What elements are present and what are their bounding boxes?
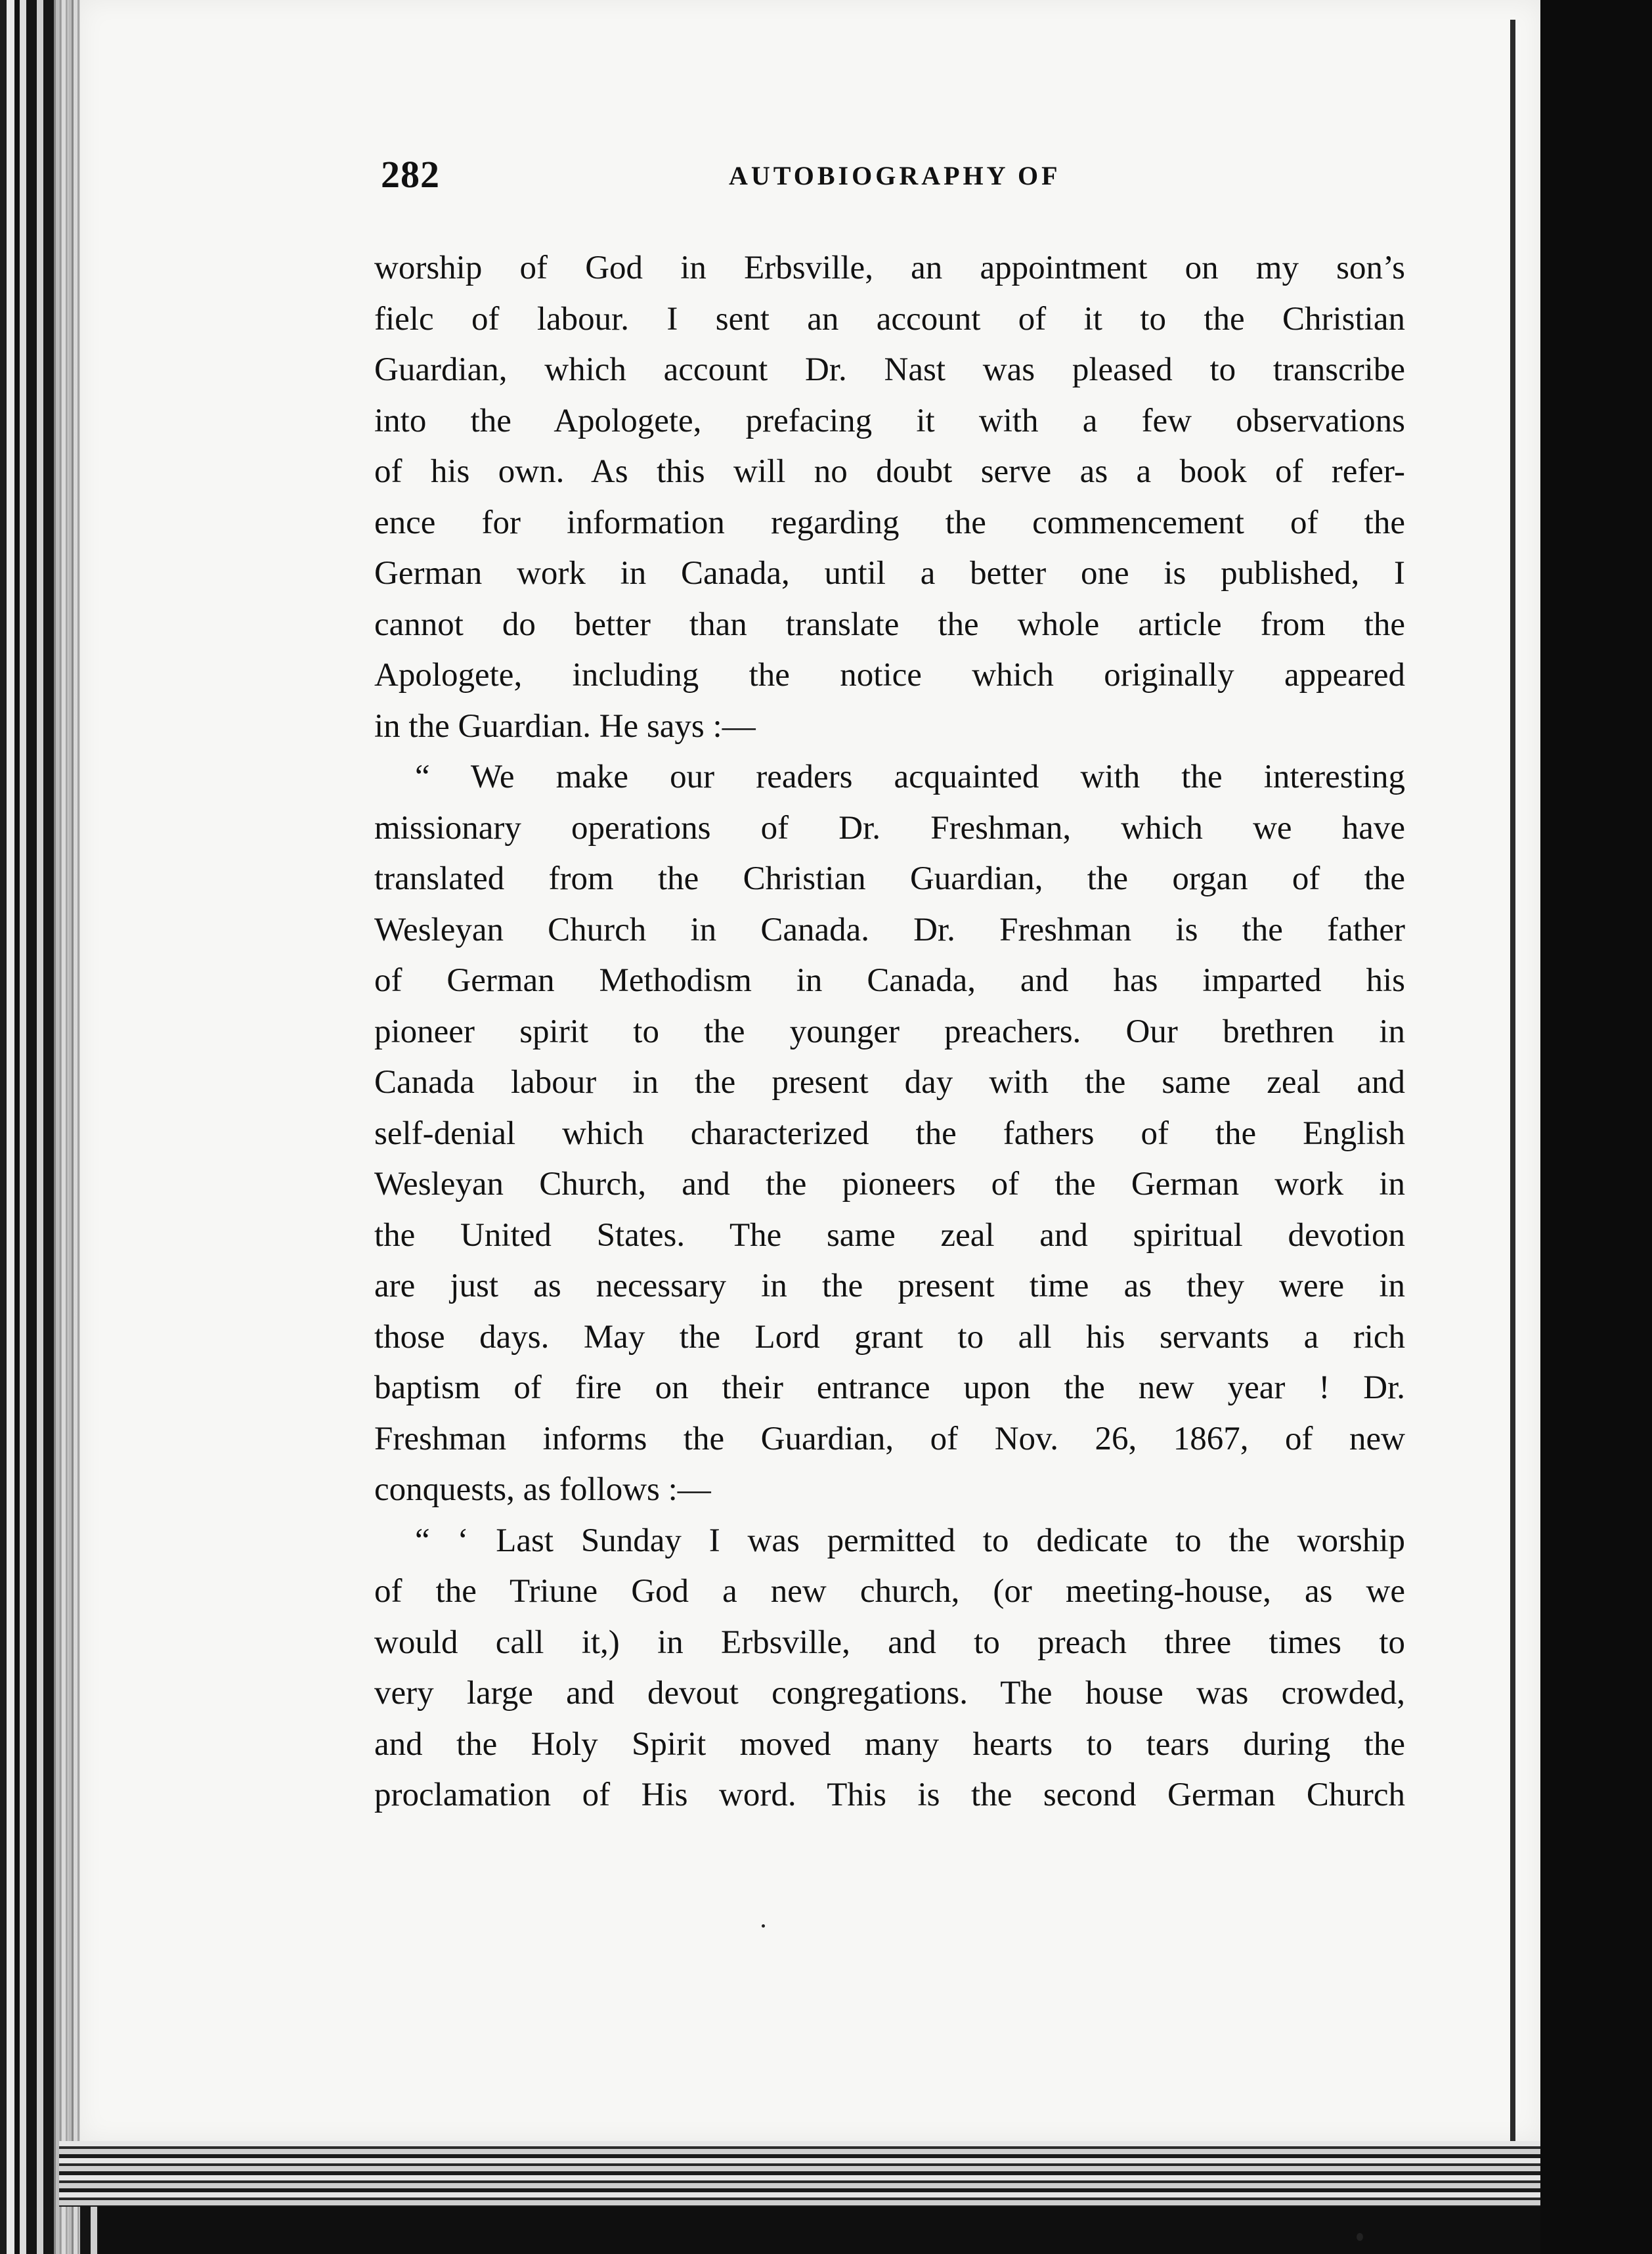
- text-line: of German Methodism in Canada, and has imparted his: [374, 962, 1405, 999]
- text-line: very large and devout congregations. The house was crowded,: [374, 1675, 1405, 1712]
- page-number: 282: [381, 153, 440, 196]
- text-line: and the Holy Spirit moved many hearts to tears during the: [374, 1725, 1405, 1763]
- text-line: pioneer spirit to the younger preachers. Our brethren in: [374, 1013, 1405, 1050]
- text-line: Wesleyan Church in Canada. Dr. Freshman is the father: [374, 911, 1405, 948]
- body-text: [374, 243, 1405, 1821]
- text-line: Apologete, including the notice which originally appeared: [374, 657, 1405, 694]
- text-line: Freshman informs the Guardian, of Nov. 26, 1867, of new: [374, 1420, 1405, 1457]
- bottom-page-edges: [59, 2141, 1540, 2207]
- text-line: Canada labour in the present day with the same zeal and: [374, 1064, 1405, 1101]
- text-line: of the Triune God a new church, (or meeting-house, as we: [374, 1573, 1405, 1610]
- running-title: AUTOBIOGRAPHY OF: [729, 161, 1061, 190]
- page-stack-edges: [54, 0, 80, 2254]
- scan-speck: [1357, 2233, 1363, 2241]
- text-line: would call it,) in Erbsville, and to preach three times to: [374, 1624, 1405, 1661]
- scan-speck: [762, 1924, 765, 1928]
- text-line: Wesleyan Church, and the pioneers of the German work in: [374, 1166, 1405, 1203]
- text-line: cannot do better than translate the whole article from the: [374, 606, 1405, 643]
- text-line: into the Apologete, prefacing it with a few observations: [374, 402, 1405, 439]
- text-line: in the Guardian. He says :—: [374, 707, 756, 745]
- text-line: conquests, as follows :—: [374, 1471, 711, 1508]
- text-line: Guardian, which account Dr. Nast was pleased to transcribe: [374, 351, 1405, 388]
- text-line: “ ‘ Last Sunday I was permitted to dedicate to the worship: [415, 1522, 1405, 1559]
- text-line: proclamation of His word. This is the second German Church: [374, 1777, 1405, 1813]
- text-line: missionary operations of Dr. Freshman, which we have: [374, 809, 1405, 847]
- running-head: [381, 152, 1484, 205]
- text-line: “ We make our readers acquainted with the interesting: [415, 759, 1405, 795]
- text-line: fielc of labour. I sent an account of it to the Christian: [374, 300, 1405, 338]
- text-line: the United States. The same zeal and spiritual devotion: [374, 1216, 1405, 1254]
- text-line: self-denial which characterized the fathers of the English: [374, 1115, 1405, 1152]
- text-line: worship of God in Erbsville, an appointment on my son’s: [374, 250, 1405, 286]
- page-fold-line: [1510, 20, 1515, 2141]
- text-line: of his own. As this will no doubt serve as a book of refer-: [374, 453, 1405, 490]
- text-line: those days. May the Lord grant to all his servants a rich: [374, 1318, 1405, 1356]
- text-line: translated from the Christian Guardian, the organ of the: [374, 860, 1405, 897]
- right-scan-margin: [1540, 0, 1652, 2254]
- text-line: ence for information regarding the commencement of the: [374, 504, 1405, 541]
- text-line: German work in Canada, until a better one is published, I: [374, 555, 1405, 592]
- text-line: are just as necessary in the present time as they were in: [374, 1268, 1405, 1304]
- text-line: baptism of fire on their entrance upon the new year ! Dr.: [374, 1369, 1405, 1406]
